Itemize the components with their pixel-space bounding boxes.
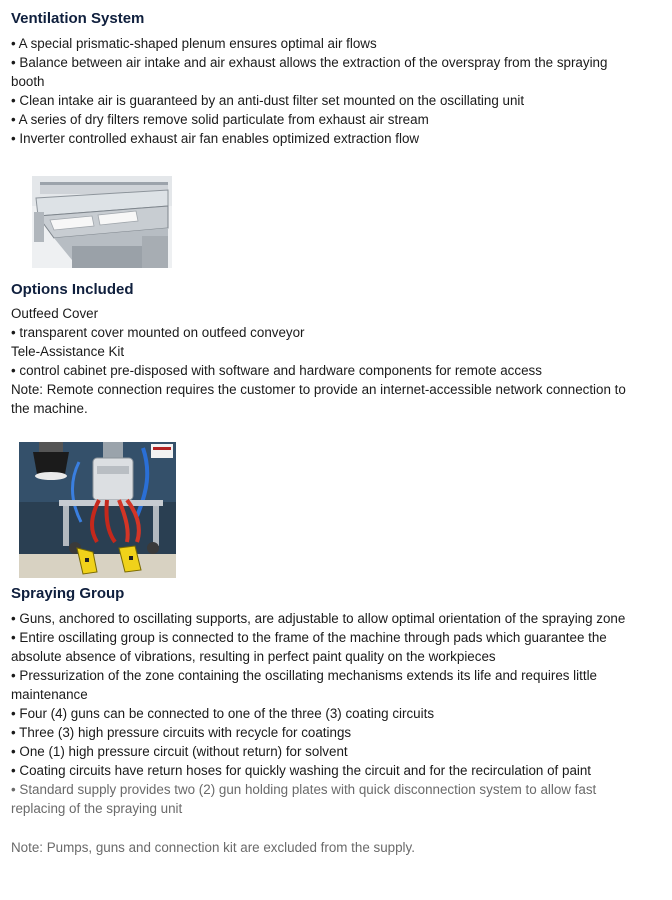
options-line: Tele-Assistance Kit: [11, 344, 125, 359]
section-heading-options: Options Included: [11, 281, 134, 298]
spraying-line: • Standard supply provides two (2) gun holding plates with quick disconnection system to allow fast: [11, 782, 597, 797]
spraying-line: • Four (4) guns can be connected to one of the three (3) coating circuits: [11, 706, 435, 721]
spraying-unit-image: [19, 442, 176, 578]
ventilation-line: • A special prismatic-shaped plenum ensures optimal air flows: [11, 36, 377, 51]
section-heading-spraying: Spraying Group: [11, 585, 125, 602]
spraying-line: • Guns, anchored to oscillating supports, are adjustable to allow optimal orientation of the spraying zone: [11, 611, 626, 626]
spraying-line: • One (1) high pressure circuit (without return) for solvent: [11, 744, 348, 759]
options-line: the machine.: [11, 401, 88, 416]
ventilation-line: • Clean intake air is guaranteed by an anti-dust filter set mounted on the oscillating unit: [11, 93, 525, 108]
spraying-line: • Entire oscillating group is connected to the frame of the machine through pads which guarantee the: [11, 630, 607, 645]
options-line: Note: Remote connection requires the customer to provide an internet-accessible network connection to: [11, 382, 626, 397]
ventilation-line: • A series of dry filters remove solid particulate from exhaust air stream: [11, 112, 429, 127]
spraying-line: maintenance: [11, 687, 88, 702]
ventilation-line: • Balance between air intake and air exhaust allows the extraction of the overspray from the spraying: [11, 55, 608, 70]
outfeed-cover-image: [32, 176, 172, 268]
spraying-line: • Three (3) high pressure circuits with recycle for coatings: [11, 725, 352, 740]
options-line: • control cabinet pre-disposed with software and hardware components for remote access: [11, 363, 542, 378]
options-line: Outfeed Cover: [11, 306, 99, 321]
ventilation-line: • Inverter controlled exhaust air fan enables optimized extraction flow: [11, 131, 420, 146]
spraying-line: • Pressurization of the zone containing the oscillating mechanisms extends its life and requires little: [11, 668, 597, 683]
section-heading-ventilation: Ventilation System: [11, 10, 145, 27]
spraying-line: replacing of the spraying unit: [11, 801, 183, 816]
spraying-line: absolute absence of vibrations, resulting in perfect paint quality on the workpieces: [11, 649, 496, 664]
exclusion-note: Note: Pumps, guns and connection kit are excluded from the supply.: [11, 840, 415, 855]
ventilation-line: booth: [11, 74, 45, 89]
spraying-line: • Coating circuits have return hoses for quickly washing the circuit and for the recirculation of paint: [11, 763, 592, 778]
options-line: • transparent cover mounted on outfeed conveyor: [11, 325, 305, 340]
